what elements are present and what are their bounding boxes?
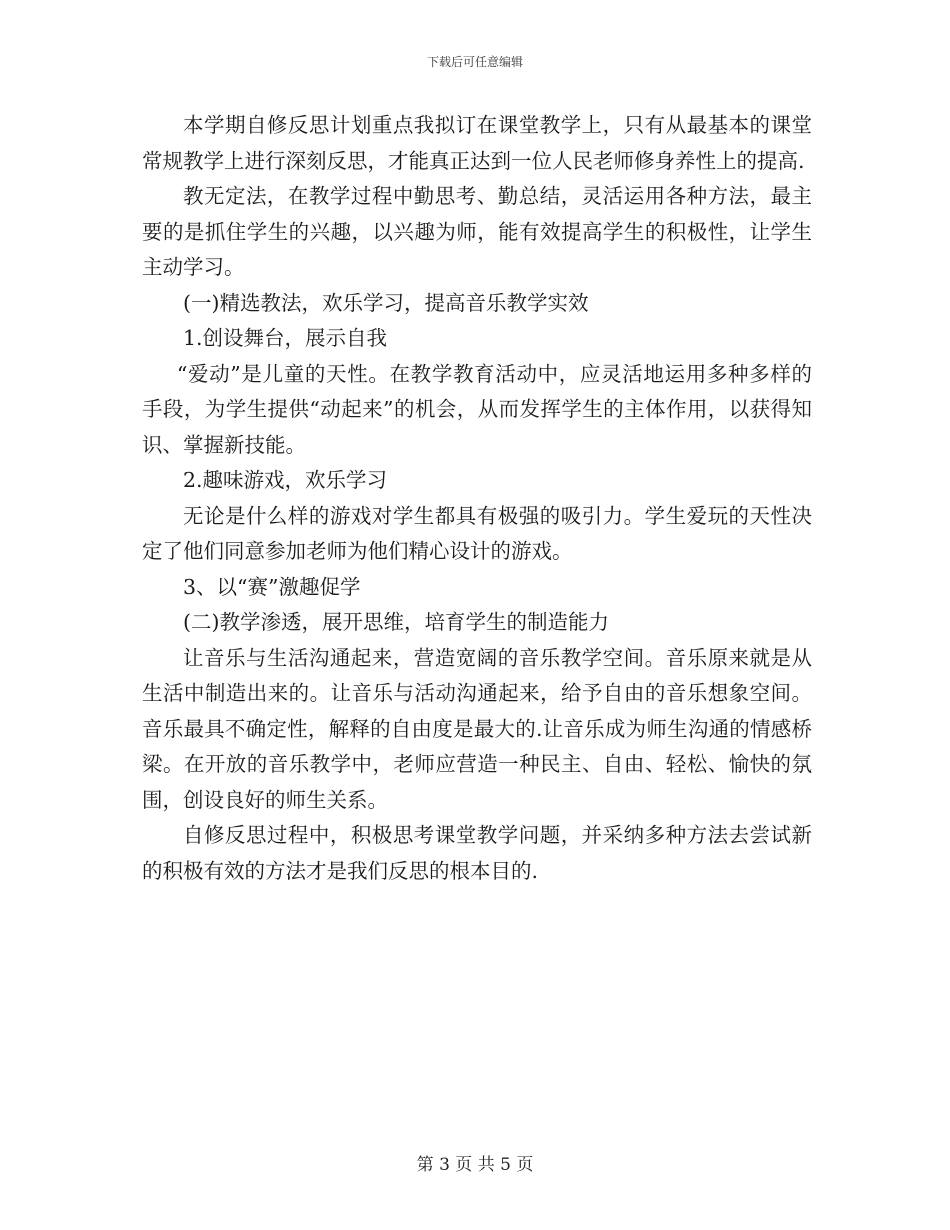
- subheading-2: 2.趣味游戏，欢乐学习: [183, 468, 388, 492]
- section-heading-2: (二)教学渗透，展开思维，培育学生的制造能力: [183, 610, 609, 634]
- page-number: 第 3 页 共 5 页: [416, 1155, 534, 1175]
- page-header-note: 下载后可任意编辑: [426, 55, 523, 69]
- paragraph-conclusion: 自修反思过程中，积极思考课堂教学问题，并采纳多种方法去尝试新的积极有效的方法才是我们反思的根本目的.: [142, 823, 812, 883]
- paragraph-music-life: 让音乐与生活沟通起来，营造宽阔的音乐教学空间。音乐原来就是从生活中制造出来的。让音乐与活动沟通起来，给予自由的音乐想象空间。音乐最具不确定性，解释的自由度是最大的.让音乐成为师生沟通的情感桥梁。在开放的音乐教学中，老师应营造一种民主、自由、轻松、愉快的氛围，创设良好的师生关系。: [142, 645, 812, 812]
- paragraph-intro: 本学期自修反思计划重点我拟订在课堂教学上，只有从最基本的课堂常规教学上进行深刻反思，才能真正达到一位人民老师修身养性上的提高.: [142, 113, 812, 173]
- section-heading-1: (一)精选教法，欢乐学习，提高音乐教学实效: [183, 290, 589, 315]
- document-body: [142, 108, 812, 889]
- subheading-3: 3、以“赛”激趣促学: [183, 574, 361, 599]
- paragraph-method: 教无定法，在教学过程中勤思考、勤总结，灵活运用各种方法，最主要的是抓住学生的兴趣，以兴趣为师，能有效提高学生的积极性，让学生主动学习。: [142, 184, 812, 279]
- subheading-1: 1.创设舞台，展示自我: [183, 326, 388, 350]
- paragraph-games: 无论是什么样的游戏对学生都具有极强的吸引力。学生爱玩的天性决定了他们同意参加老师为他们精心设计的游戏。: [142, 503, 812, 563]
- paragraph-stage: “爱动”是儿童的天性。在教学教育活动中，应灵活地运用多种多样的手段，为学生提供“动起来”的机会，从而发挥学生的主体作用，以获得知识、掌握新技能。: [142, 361, 812, 457]
